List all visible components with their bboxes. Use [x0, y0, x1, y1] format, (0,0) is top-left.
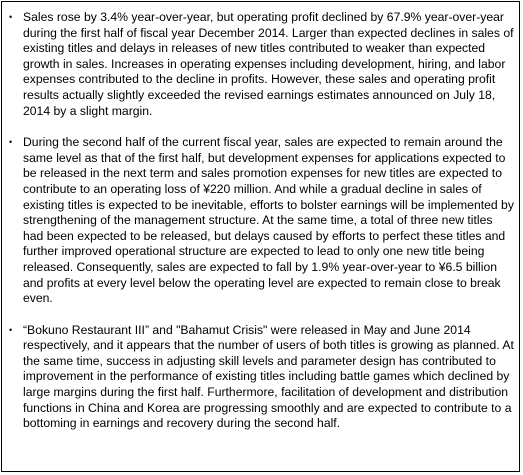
- bullet-marker: •: [9, 12, 13, 22]
- bullet-item-title-releases: [8, 323, 514, 432]
- bullet-item-sales-first-half: [8, 10, 514, 119]
- text-box-frame: [1, 1, 520, 472]
- bullet-marker: •: [9, 324, 13, 335]
- bullet-marker: •: [9, 137, 13, 148]
- bullet-text: Sales rose by 3.4% year-over-year, but operating profit declined by 67.9% year-over-year during the first half of fiscal year December 2014. Larger than expected declines in sales of existing titles and delays in releases of new titles contributed to weaker than expected growth in sales. Increases in operating expenses including development, hiring, and labor expenses contributed to the decline in profits. However, these sales and operating profit results actually slightly exceeded the revised earnings estimates announced on July 18, 2014 by a slight margin.: [23, 10, 514, 118]
- bullet-item-second-half-outlook: [8, 135, 514, 307]
- bullet-list: [8, 10, 514, 432]
- bullet-text: During the second half of the current fiscal year, sales are expected to remain around the same level as that of the first half, but development expenses for applications expected to be released in the next term and sales promotion expenses for new titles are expected to contribute to an operating loss of ¥220 million. And while a gradual decline in sales of existing titles is expected to be inevitable, efforts to bolster earnings will be implemented by strengthening of the management structure. At the same time, a total of three new titles had been expected to be released, but delays caused by efforts to perfect these titles and further improved operational structure are expected to lead to only one new title being released. Consequently, sales are expected to fall by 1.9% year-over-year to ¥6.5 billion and profits at every level below the operating level are expected to remain close to break even.: [23, 135, 514, 306]
- bullet-text: “Bokuno Restaurant III” and "Bahamut Crisis" were released in May and June 2014 respectively, and it appears that the number of users of both titles is growing as planned. At the same time, success in adjusting skill levels and parameter design has contributed to improvement in the performance of existing titles including battle games which declined by large margins during the first half. Furthermore, facilitation of development and distribution functions in China and Korea are progressing smoothly and are expected to contribute to a bottoming in earnings and recovery during the second half.: [23, 322, 514, 431]
